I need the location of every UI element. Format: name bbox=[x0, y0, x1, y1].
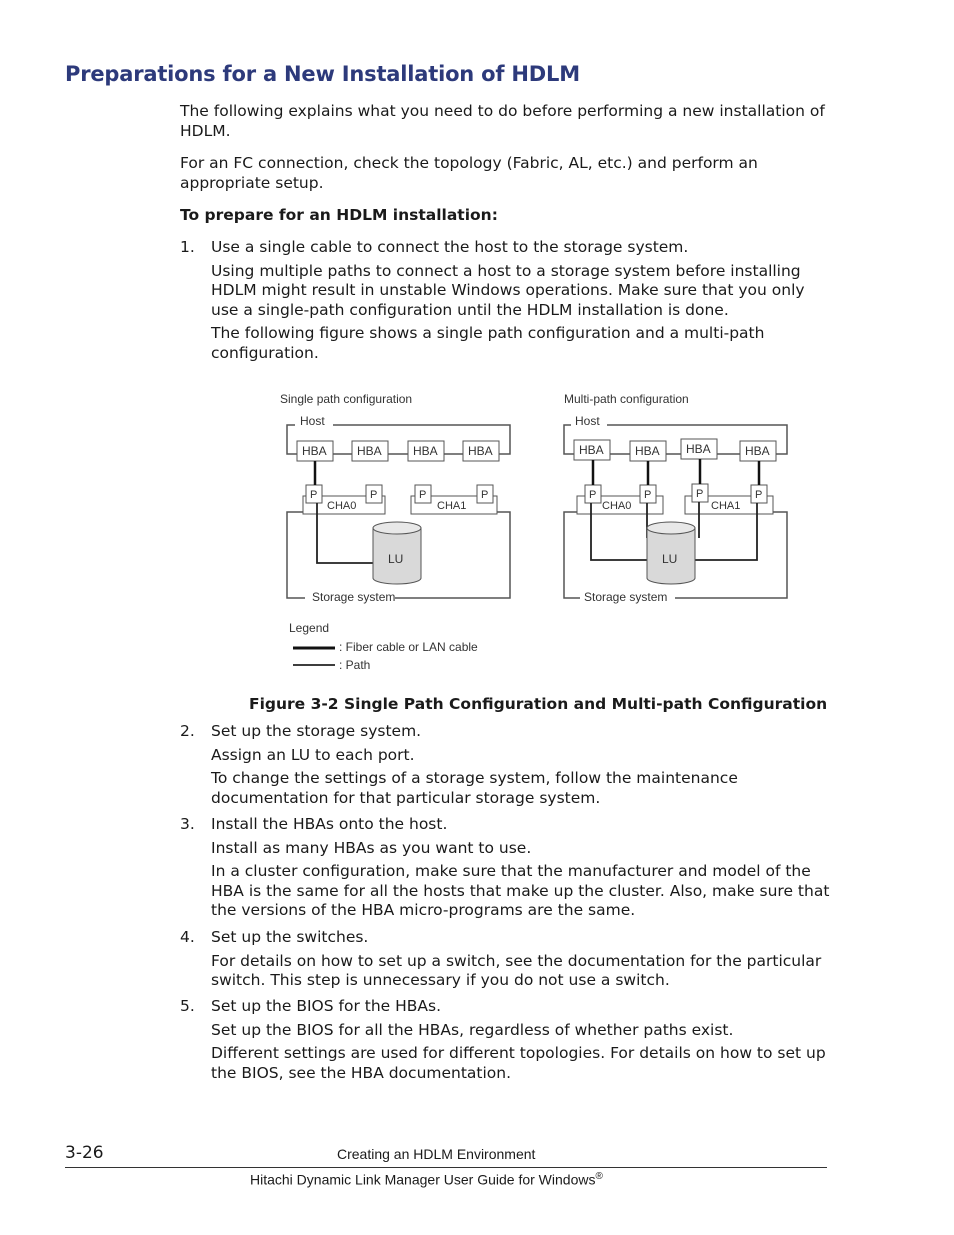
page-number: 3-26 bbox=[65, 1143, 104, 1163]
intro-text-1: The following explains what you need to do before performing a new installation of HDLM. bbox=[180, 102, 825, 140]
hba-label: HBA bbox=[686, 442, 711, 456]
hba-label: HBA bbox=[357, 444, 382, 458]
single-hba-group bbox=[297, 441, 499, 461]
step-number: 3. bbox=[180, 815, 195, 833]
intro-text-2: For an FC connection, check the topology (Fabric, AL, etc.) and perform an appropriate setup. bbox=[180, 154, 758, 192]
intro-paragraph-1 bbox=[180, 102, 830, 141]
single-lu-cylinder bbox=[373, 522, 421, 584]
step-paragraph: Install as many HBAs as you want to use. bbox=[211, 838, 532, 857]
step-3 bbox=[211, 815, 831, 921]
cha0-label: CHA0 bbox=[327, 500, 357, 512]
step-2 bbox=[211, 722, 831, 808]
cha0-label: CHA0 bbox=[602, 500, 632, 512]
cha1-label: CHA1 bbox=[437, 500, 467, 512]
hba-label: HBA bbox=[635, 444, 660, 458]
multi-lu-cylinder bbox=[647, 522, 695, 584]
step-number: 2. bbox=[180, 722, 195, 740]
hba-label: HBA bbox=[579, 443, 604, 457]
port-label: P bbox=[481, 489, 489, 501]
multi-host-label: Host bbox=[575, 414, 600, 428]
step-4 bbox=[211, 928, 831, 991]
figure-caption: Figure 3-2 Single Path Configuration and Multi-path Configuration bbox=[249, 695, 828, 713]
step-paragraph: The following figure shows a single path configuration and a multi-path configuration. bbox=[211, 324, 765, 362]
step-paragraph: In a cluster configuration, make sure that the manufacturer and model of the HBA is the same for all the hosts that make up the cluster. Also, make sure that the versions of the HBA micro-programs are the same. bbox=[211, 862, 830, 920]
legend-fiber-label: : Fiber cable or LAN cable bbox=[339, 640, 478, 654]
procedure-heading: To prepare for an HDLM installation: bbox=[180, 206, 498, 224]
page-title: Preparations for a New Installation of HDLM bbox=[65, 62, 580, 86]
single-host-label: Host bbox=[300, 414, 325, 428]
step-number: 1. bbox=[180, 238, 195, 256]
step-5 bbox=[211, 997, 831, 1083]
footer-divider bbox=[65, 1167, 827, 1168]
port-label: P bbox=[310, 489, 318, 501]
footer-guide-text: Hitachi Dynamic Link Manager User Guide for Windows bbox=[250, 1171, 596, 1188]
step-paragraph: Different settings are used for different topologies. For details on how to set up the BIOS, see the HBA documentation. bbox=[211, 1044, 826, 1082]
port-label: P bbox=[419, 489, 427, 501]
legend-path-label: : Path bbox=[339, 658, 371, 672]
multi-hba-group bbox=[574, 439, 776, 461]
footer-guide-title bbox=[250, 1171, 603, 1188]
intro-paragraph-2 bbox=[180, 154, 830, 193]
path-configuration-diagram bbox=[275, 388, 805, 678]
step-paragraph: Set up the BIOS for all the HBAs, regardless of whether paths exist. bbox=[211, 1020, 734, 1039]
step-title: Set up the BIOS for the HBAs. bbox=[211, 997, 442, 1015]
hba-label: HBA bbox=[302, 444, 327, 458]
step-number: 4. bbox=[180, 928, 195, 946]
registered-mark: ® bbox=[595, 1171, 603, 1182]
multi-path-title: Multi-path configuration bbox=[564, 392, 689, 406]
single-storage-label: Storage system bbox=[312, 590, 396, 604]
port-label: P bbox=[370, 489, 378, 501]
port-label: P bbox=[696, 488, 704, 500]
single-storage-outline-left bbox=[287, 512, 305, 598]
legend-title: Legend bbox=[289, 621, 330, 635]
footer-chapter-title: Creating an HDLM Environment bbox=[337, 1146, 536, 1162]
step-title: Set up the switches. bbox=[211, 928, 369, 946]
step-title: Install the HBAs onto the host. bbox=[211, 815, 448, 833]
step-paragraph: For details on how to set up a switch, see the documentation for the particular switch. This step is unnecessary if you do not use a switch. bbox=[211, 951, 822, 990]
step-title: Use a single cable to connect the host to the storage system. bbox=[211, 238, 689, 256]
multi-storage-label: Storage system bbox=[584, 590, 668, 604]
port-label: P bbox=[755, 489, 763, 501]
single-path-title: Single path configuration bbox=[280, 392, 413, 406]
port-label: P bbox=[589, 489, 597, 501]
lu-label: LU bbox=[388, 552, 404, 566]
port-label: P bbox=[644, 489, 652, 501]
step-title: Set up the storage system. bbox=[211, 722, 422, 740]
step-paragraph: To change the settings of a storage system, follow the maintenance documentation for that particular storage system. bbox=[211, 769, 738, 807]
multi-storage-outline-left bbox=[564, 512, 580, 598]
step-paragraph: Using multiple paths to connect a host to a storage system before installing HDLM might result in unstable Windows operations. Make sure that you only use a single-path configuration until the HDLM installation is done. bbox=[211, 261, 805, 319]
lu-label: LU bbox=[662, 552, 678, 566]
step-1 bbox=[211, 238, 831, 364]
hba-label: HBA bbox=[745, 444, 770, 458]
hba-label: HBA bbox=[468, 444, 493, 458]
hba-label: HBA bbox=[413, 444, 438, 458]
cha1-label: CHA1 bbox=[711, 500, 741, 512]
step-number: 5. bbox=[180, 997, 195, 1015]
step-paragraph: Assign an LU to each port. bbox=[211, 745, 415, 764]
